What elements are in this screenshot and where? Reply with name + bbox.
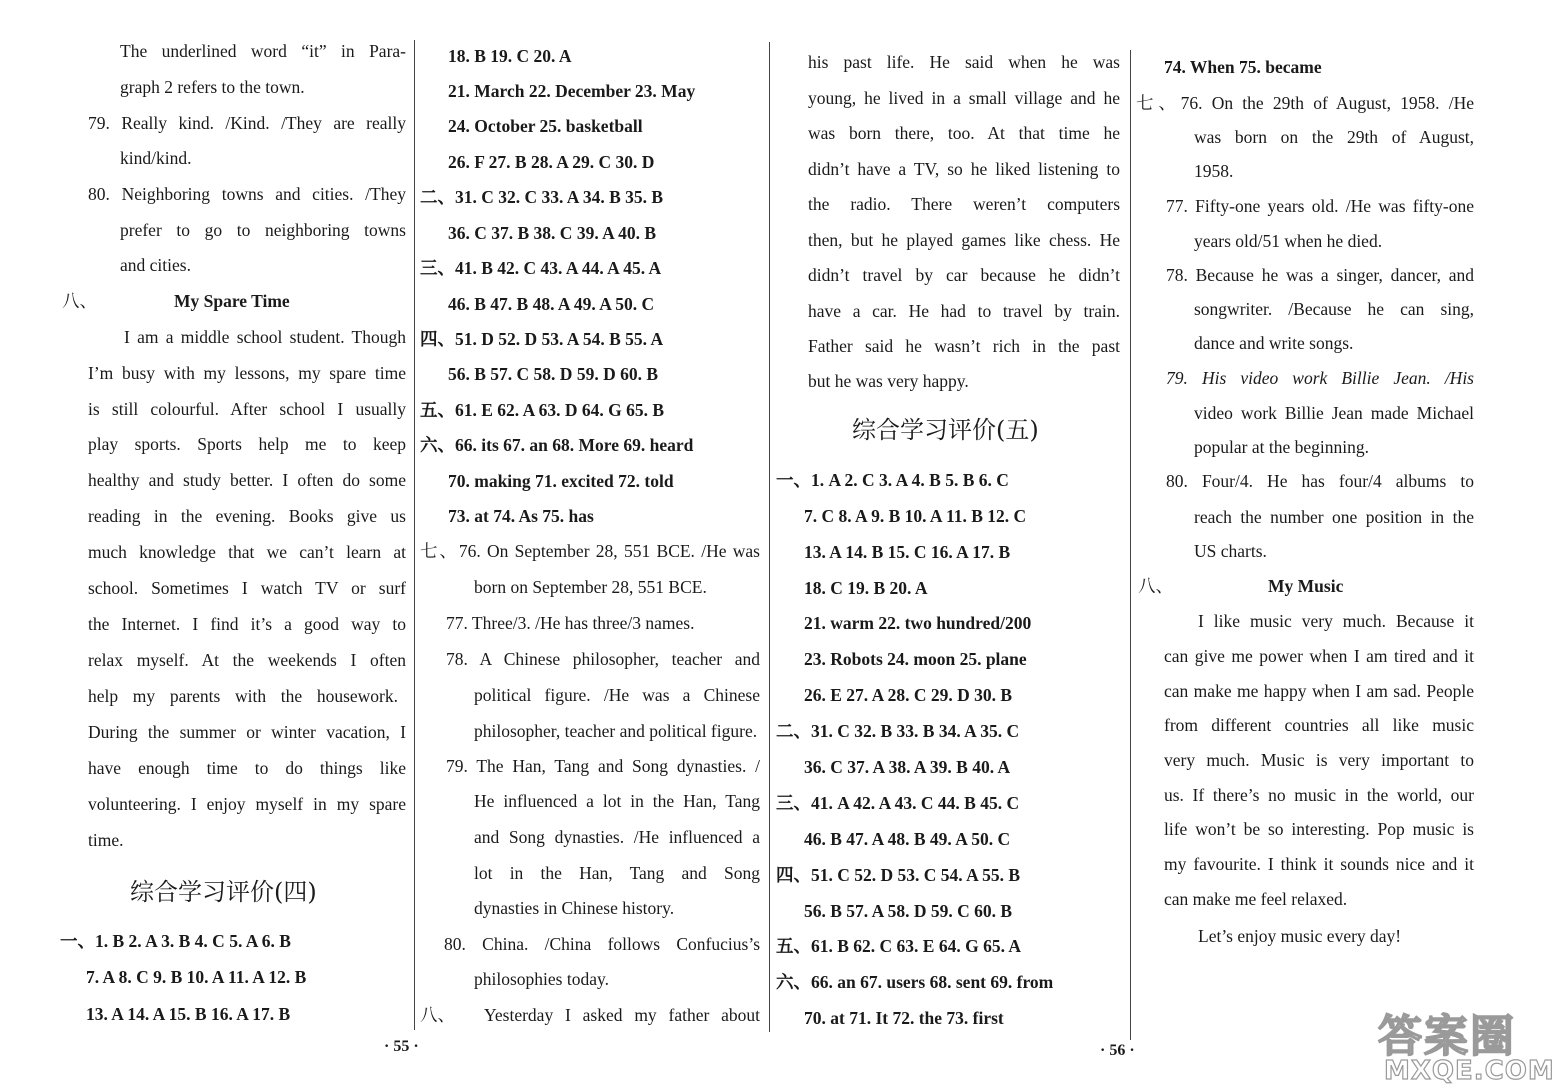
answer-row: 21. warm 22. two hundred/200: [804, 613, 1032, 633]
text-line: my favourite. I think it sounds nice and it: [1164, 854, 1474, 874]
text-line: healthy and study better. I often do some: [88, 470, 406, 490]
answer-row: 18. B 19. C 20. A: [448, 46, 572, 66]
column-3: [770, 0, 1126, 1092]
text-line: US charts.: [1194, 541, 1267, 561]
column-divider: [414, 40, 415, 1030]
text-line: is still colourful. After school I usually: [88, 399, 406, 419]
text-line: 78. Because he was a singer, dancer, and: [1166, 265, 1474, 285]
text-line: kind/kind.: [120, 148, 192, 168]
text-line: 77. Fifty-one years old. /He was fifty-one: [1166, 196, 1474, 216]
text-line: life won’t be so interesting. Pop music is: [1164, 819, 1474, 839]
answer-row: 六、66. an 67. users 68. sent 69. from: [776, 972, 1054, 992]
column-1: [60, 0, 412, 1092]
answer-row: 三、41. B 42. C 43. A 44. A 45. A: [420, 258, 662, 278]
answer-row: 36. C 37. A 38. A 39. B 40. A: [804, 757, 1011, 777]
answer-row: 六、66. its 67. an 68. More 69. heard: [420, 435, 694, 455]
answer-row: 一、1. A 2. C 3. A 4. B 5. B 6. C: [776, 470, 1009, 490]
answer-row: 五、61. E 62. A 63. D 64. G 65. B: [420, 400, 665, 420]
answer-row: 56. B 57. C 58. D 59. D 60. B: [448, 364, 659, 384]
section-number: 八、: [1138, 576, 1173, 596]
text-line: was born there, too. At that time he: [808, 123, 1120, 143]
text-line: 七、76. On September 28, 551 BCE. /He was: [420, 541, 760, 561]
text-line: young, he lived in a small village and he: [808, 88, 1120, 108]
text-line: 77. Three/3. /He has three/3 names.: [446, 613, 695, 633]
text-line: 80. Neighboring towns and cities. /They: [88, 184, 406, 204]
text-line: very much. Music is very important to: [1164, 750, 1474, 770]
text-line: I’m busy with my lessons, my spare time: [88, 363, 406, 383]
answer-row: 36. C 37. B 38. C 39. A 40. B: [448, 223, 657, 243]
text-line: have enough time to do things like: [88, 758, 406, 778]
answer-row: 四、51. D 52. D 53. A 54. B 55. A: [420, 329, 664, 349]
text-line: help my parents with the housework.: [88, 686, 398, 706]
text-line: was born on the 29th of August,: [1194, 127, 1474, 147]
answer-row: 23. Robots 24. moon 25. plane: [804, 649, 1027, 669]
text-line: school. Sometimes I watch TV or surf: [88, 578, 406, 598]
answer-row: 74. When 75. became: [1164, 57, 1322, 77]
text-line: dynasties in Chinese history.: [474, 898, 675, 918]
text-line: and cities.: [120, 255, 191, 275]
text-line: philosophies today.: [474, 969, 609, 989]
text-line: then, but he played games like chess. He: [808, 230, 1120, 250]
section-heading: 综合学习评价(四): [130, 878, 317, 906]
answer-row: 三、41. A 42. A 43. C 44. B 45. C: [776, 793, 1020, 813]
text-line: reading in the evening. Books give us: [88, 506, 406, 526]
answer-row: 二、31. C 32. C 33. A 34. B 35. B: [420, 187, 664, 207]
text-line: 80. Four/4. He has four/4 albums to: [1166, 471, 1474, 491]
text-line: During the summer or winter vacation, I: [88, 722, 406, 742]
essay-title: My Spare Time: [174, 291, 290, 311]
answer-row: 26. F 27. B 28. A 29. C 30. D: [448, 152, 655, 172]
text-line: didn’t travel by car because he didn’t: [808, 265, 1120, 285]
text-line: 79. His video work Billie Jean. /His: [1166, 368, 1474, 388]
column-4: [1134, 0, 1480, 1092]
text-line: I like music very much. Because it: [1198, 611, 1474, 631]
answer-row: 56. B 57. A 58. D 59. C 60. B: [804, 901, 1013, 921]
answer-row: 46. B 47. B 48. A 49. A 50. C: [448, 294, 655, 314]
page-number-right: · 56 ·: [1100, 1042, 1135, 1059]
text-line: Father said he wasn’t rich in the past: [808, 336, 1120, 356]
answer-row: 46. B 47. A 48. B 49. A 50. C: [804, 829, 1011, 849]
answer-row: 18. C 19. B 20. A: [804, 578, 928, 598]
text-line: The underlined word “it” in Para-: [120, 41, 406, 61]
answer-row: 70. making 71. excited 72. told: [448, 471, 674, 491]
answer-row: 7. A 8. C 9. B 10. A 11. A 12. B: [86, 967, 307, 987]
text-line: lot in the Han, Tang and Song: [474, 863, 760, 883]
answer-row: 26. E 27. A 28. C 29. D 30. B: [804, 685, 1013, 705]
text-line: born on September 28, 551 BCE.: [474, 577, 707, 597]
section-number: 八、: [420, 1005, 455, 1025]
text-line: political figure. /He was a Chinese: [474, 685, 760, 705]
answer-row: 四、51. C 52. D 53. C 54. A 55. B: [776, 865, 1021, 885]
answer-row: 13. A 14. A 15. B 16. A 17. B: [86, 1004, 291, 1024]
answer-row: 13. A 14. B 15. C 16. A 17. B: [804, 542, 1011, 562]
text-line: songwriter. /Because he can sing,: [1194, 299, 1474, 319]
section-heading: 综合学习评价(五): [852, 416, 1039, 444]
text-line: 1958.: [1194, 161, 1234, 181]
text-line: 80. China. /China follows Confucius’s: [444, 934, 760, 954]
answer-row: 21. March 22. December 23. May: [448, 81, 696, 101]
text-line: Yesterday I asked my father about: [484, 1005, 760, 1025]
answer-row: 24. October 25. basketball: [448, 116, 643, 136]
text-line: from different countries all like music: [1164, 715, 1474, 735]
text-line: graph 2 refers to the town.: [120, 77, 305, 97]
text-line: the radio. There weren’t computers: [808, 194, 1120, 214]
text-line: didn’t have a TV, so he liked listening to: [808, 159, 1120, 179]
watermark-text: 答案圈: [1378, 1011, 1516, 1062]
text-line: years old/51 when he died.: [1194, 231, 1383, 251]
essay-title: My Music: [1268, 576, 1344, 596]
answer-row: 五、61. B 62. C 63. E 64. G 65. A: [776, 936, 1022, 956]
text-line: the Internet. I find it’s a good way to: [88, 614, 406, 634]
answer-row: 70. at 71. It 72. the 73. first: [804, 1008, 1004, 1028]
watermark-logo: [1378, 1000, 1555, 1088]
text-line: video work Billie Jean made Michael: [1194, 403, 1474, 423]
text-line: us. If there’s no music in the world, our: [1164, 785, 1474, 805]
text-line: and Song dynasties. /He influenced a: [474, 827, 760, 847]
text-line: prefer to go to neighboring towns: [120, 220, 406, 240]
text-line: but he was very happy.: [808, 371, 969, 391]
text-line: have a car. He had to travel by train.: [808, 301, 1120, 321]
text-line: much knowledge that we can’t learn at: [88, 542, 406, 562]
answer-row: 7. C 8. A 9. B 10. A 11. B 12. C: [804, 506, 1027, 526]
text-line: popular at the beginning.: [1194, 437, 1369, 457]
text-line: I am a middle school student. Though: [124, 327, 406, 347]
answer-row: 一、1. B 2. A 3. B 4. C 5. A 6. B: [60, 931, 291, 951]
text-line: his past life. He said when he was: [808, 52, 1120, 72]
watermark-url: MXQE.COM: [1384, 1056, 1555, 1086]
text-line: 79. Really kind. /Kind. /They are really: [88, 113, 406, 133]
text-line: 七、76. On the 29th of August, 1958. /He: [1136, 93, 1474, 113]
text-line: can make me happy when I am sad. People: [1164, 681, 1474, 701]
page-number-left: · 55 ·: [384, 1038, 419, 1055]
answer-row: 二、31. C 32. B 33. B 34. A 35. C: [776, 721, 1020, 741]
text-line: philosopher, teacher and political figure.: [474, 721, 758, 741]
text-line: He influenced a lot in the Han, Tang: [474, 791, 760, 811]
text-line: Let’s enjoy music every day!: [1198, 926, 1402, 946]
text-line: can make me feel relaxed.: [1164, 889, 1348, 909]
text-line: reach the number one position in the: [1194, 507, 1474, 527]
text-line: relax myself. At the weekends I often: [88, 650, 406, 670]
column-2: [418, 0, 768, 1092]
text-line: play sports. Sports help me to keep: [88, 434, 406, 454]
text-line: time.: [88, 830, 124, 850]
section-number: 八、: [62, 291, 97, 311]
text-line: 79. The Han, Tang and Song dynasties. /: [446, 756, 760, 776]
text-line: dance and write songs.: [1194, 333, 1354, 353]
text-line: volunteering. I enjoy myself in my spare: [88, 794, 406, 814]
column-divider: [1130, 50, 1131, 1040]
answer-row: 73. at 74. As 75. has: [448, 506, 594, 526]
text-line: can give me power when I am tired and it: [1164, 646, 1474, 666]
text-line: 78. A Chinese philosopher, teacher and: [446, 649, 760, 669]
